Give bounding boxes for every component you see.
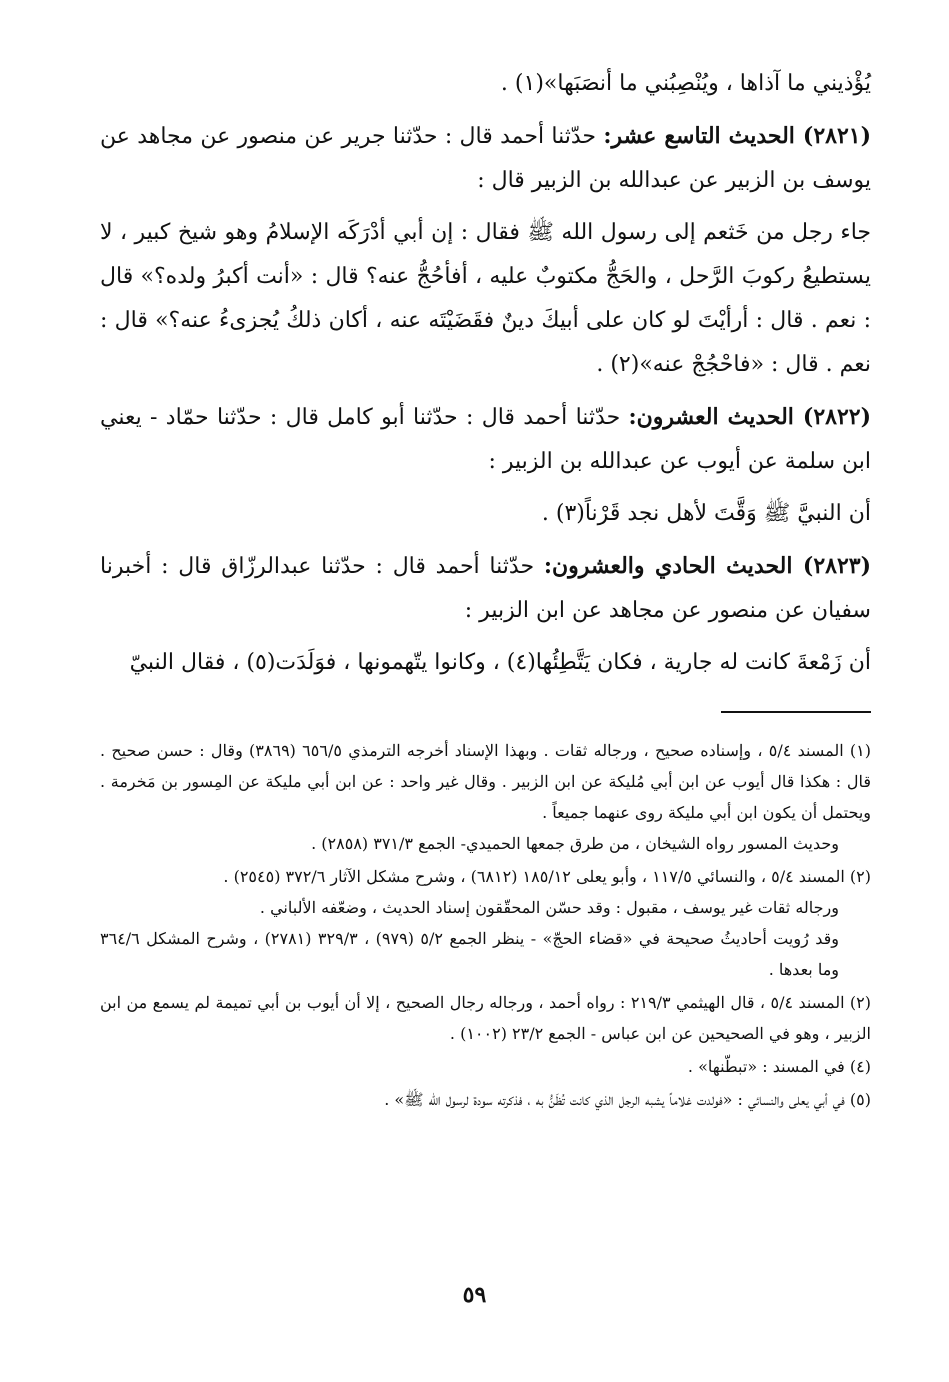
hadith-heading: (٢٨٢٢) الحديث العشرون: bbox=[628, 404, 871, 430]
hadith-2823-matn: أن زَمْعةَ كانت له جارية ، فكان يَتَّطِئُها(٤) ، وكانوا يتّهمونها ، فوَلَدَت(٥) ، فقال النبيّ bbox=[129, 650, 871, 675]
footnotes bbox=[100, 735, 871, 1115]
hadith-2822 bbox=[100, 395, 871, 484]
footnote-2-continued: وقد رُويت أحاديثُ صحيحة في «قضاء الحجّ» - ينظر الجمع ٥/٢ (٩٧٩) ، ٣٢٩/٣ (٢٧٨١) ، وشرح المشكل ٣٦٤/٦ وما بعدها . bbox=[100, 929, 840, 979]
hadith-2821 bbox=[100, 114, 871, 203]
hadith-isnad: حدّثنا أحمد قال : حدّثنا جرير عن منصور عن مجاهد عن يوسف بن الزبير عن عبدالله بن الزبير قال : bbox=[100, 124, 871, 193]
main-text bbox=[100, 62, 871, 685]
footnote-2: (٢) المسند ٥/٤ ، والنسائي ١١٧/٥ ، وأبو يعلى ١٨٥/١٢ (٦٨١٢) ، وشرح مشكل الآثار ٣٧٢/٦ (٢٥٤٥) . bbox=[223, 867, 871, 886]
paragraph-continuation: يُؤْذيني ما آذاها ، ويُنْصِبُني ما أنصَبَها»(١) . bbox=[500, 71, 871, 96]
hadith-2822-matn: أن النبيَّ ﷺ وَقَّتَ لأهل نجد قَرْناً(٣) . bbox=[541, 501, 871, 526]
footnote-1-continued: وحديث المسور رواه الشيخان ، من طرق جمعها الحميدي- الجمع ٣٧١/٣ (٢٨٥٨) . bbox=[311, 834, 839, 853]
footnote-3: (٢) المسند ٥/٤ ، قال الهيثمي ٢١٩/٣ : رواه أحمد ، ورجاله رجال الصحيح ، إلا أن أيوب بن أبي تميمة لم يسمع من ابن الزبير ، وهو في الصحيحين عن ابن عباس - الجمع ٢٣/٢ (١٠٠٢) . bbox=[100, 993, 872, 1043]
hadith-2821-matn: جاء رجل من خَثعم إلى رسول الله ﷺ فقال : إن أبي أدْرَكَه الإسلامُ وهو شيخ كبير ، لا يستطيعُ ركوبَ الرَّحل ، والحَجُّ مكتوبٌ عليه ، أفأحُجُّ عنه؟ قال : «أنت أكبرُ ولده؟» قال : نعم . قال : أرأيْتَ لو كان على أبيكَ دينٌ فقَضَيْتَه عنه ، أكان ذلكُ يُجزىءُ عنه؟» قال : نعم . قال : «فاحْجُجْ عنه»(٢) . bbox=[100, 220, 871, 377]
footnote-5: (٥) في أبي يعلى والنسائي : «فولدت غلاماً يشبه الرجل الذي كانت تُظَنُّ به ، فذكرته سودة لرسول الله ﷺ» . bbox=[384, 1090, 871, 1109]
footnote-divider bbox=[721, 711, 871, 713]
hadith-2823 bbox=[100, 544, 871, 633]
hadith-isnad: حدّثنا أحمد قال : حدّثنا أبو كامل قال : حدّثنا حمّاد - يعني ابن سلمة عن أيوب عن عبدالله بن الزبير : bbox=[100, 405, 871, 474]
hadith-heading: (٢٨٢١) الحديث التاسع عشر: bbox=[603, 123, 871, 149]
hadith-isnad: حدّثنا أحمد قال : حدّثنا عبدالرزّاق قال : أخبرنا سفيان عن منصور عن مجاهد عن ابن الزبير : bbox=[100, 554, 871, 623]
footnote-4: (٤) في المسند : «تبطّنها» . bbox=[687, 1057, 871, 1076]
footnote-1: (١) المسند ٥/٤ ، وإسناده صحيح ، ورجاله ثقات . وبهذا الإسناد أخرجه الترمذي ٦٥٦/٥ (٣٨٦٩) وقال : حسن صحيح . قال : هكذا قال أيوب عن ابن أبي مُليكة عن ابن الزبير . وقال غير واحد : عن ابن أبي مليكة عن المِسور بن مَخرمة . ويحتمل أن يكون ابن أبي مليكة روى عنهما جميعاً . bbox=[100, 741, 872, 822]
footnote-2-continued: ورجاله ثقات غير يوسف ، مقبول : وقد حسّن المحقّقون إسناد الحديث ، وضعّفه الألباني . bbox=[259, 898, 839, 917]
page-number: ٥٩ bbox=[462, 1282, 487, 1308]
hadith-heading: (٢٨٢٣) الحديث الحادي والعشرون: bbox=[543, 553, 871, 579]
